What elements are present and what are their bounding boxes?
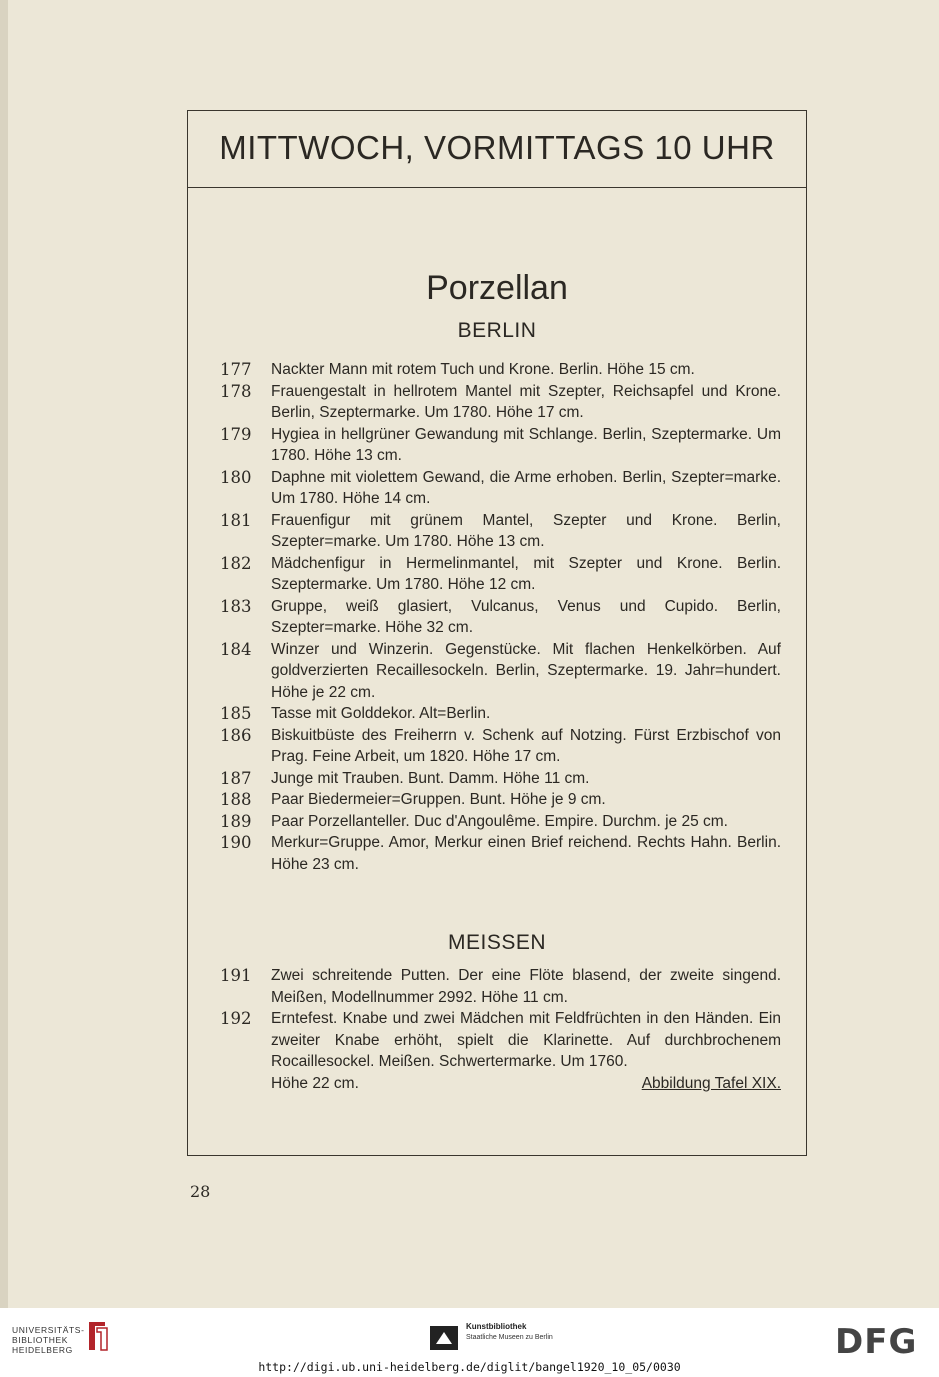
entry-text: Erntefest. Knabe und zwei Mädchen mit Feldfrüchten in den Händen. Ein zweiter Knabe erhöht, spielt die Klarinette. Auf durchbrochenem Rocaillesockel. Meißen. Schwertermarke. Um 1760. <box>271 1010 781 1070</box>
entry-text: Biskuitbüste des Freiherrn v. Schenk auf Notzing. Fürst Erzbischof von Prag. Feine Arbeit, um 1820. Höhe 17 cm. <box>271 726 781 765</box>
kunstbibliothek-name: Kunstbibliothek <box>466 1322 527 1331</box>
entry-text: Paar Biedermeier=Gruppen. Bunt. Höhe je 9 cm. <box>271 791 606 808</box>
entry-list-berlin <box>188 359 806 875</box>
page-number: 28 <box>190 1182 211 1201</box>
catalog-entry <box>188 639 806 704</box>
entry-text: Winzer und Winzerin. Gegenstücke. Mit flachen Henkelkörben. Auf goldverzierten Recaillesockeln. Berlin, Szeptermarke. 19. Jahr=hundert. Höhe je 22 cm. <box>271 640 781 701</box>
logo-line: BIBLIOTHEK <box>12 1335 69 1345</box>
entry-number: 186 <box>220 725 252 745</box>
entry-text: Hygiea in hellgrüner Gewandung mit Schlange. Berlin, Szeptermarke. Um 1780. Höhe 13 cm. <box>271 425 781 464</box>
kunstbibliothek-icon <box>430 1326 458 1350</box>
catalog-entry <box>188 811 806 833</box>
catalog-entry <box>188 596 806 639</box>
section-title: Porzellan <box>426 269 568 307</box>
catalog-entry <box>188 703 806 725</box>
entry-text: Junge mit Trauben. Bunt. Damm. Höhe 11 cm. <box>271 769 590 787</box>
entry-number: 180 <box>220 467 252 487</box>
entry-number: 190 <box>220 833 252 852</box>
catalog-entry <box>188 789 806 811</box>
entry-text: Mädchenfigur in Hermelinmantel, mit Szepter und Krone. Berlin. Szeptermarke. Um 1780. Höhe 12 cm. <box>271 554 781 593</box>
entry-number: 177 <box>220 360 252 379</box>
entry-number: 187 <box>220 768 252 788</box>
entry-number: 184 <box>220 639 252 659</box>
entry-text: Frauengestalt in hellrotem Mantel mit Szepter, Reichsapfel und Krone. Berlin, Szeptermarke. Um 1780. Höhe 17 cm. <box>271 382 781 421</box>
catalog-entry <box>188 359 806 381</box>
entry-number: 185 <box>220 704 252 723</box>
university-emblem-icon <box>85 1320 111 1352</box>
entry-list-meissen <box>188 965 806 1094</box>
logo-line: HEIDELBERG <box>12 1345 73 1355</box>
permalink-url[interactable]: http://digi.ub.uni-heidelberg.de/diglit/bangel1920_10_05/0030 <box>258 1360 681 1374</box>
entry-number: 188 <box>220 790 252 809</box>
entry-text: Tasse mit Golddekor. Alt=Berlin. <box>271 705 491 722</box>
entry-number: 182 <box>220 553 252 573</box>
entry-number: 181 <box>220 510 252 530</box>
entry-number: 189 <box>220 811 252 831</box>
entry-number: 179 <box>220 424 252 444</box>
entry-text: Paar Porzellanteller. Duc d'Angoulême. Empire. Durchm. je 25 cm. <box>271 812 728 830</box>
catalog-entry <box>188 381 806 424</box>
catalog-entry <box>188 467 806 510</box>
dfg-logo: DFG <box>835 1322 918 1362</box>
subheading-berlin: BERLIN <box>457 319 537 342</box>
page-frame <box>187 110 807 1156</box>
catalog-entry <box>188 965 806 1008</box>
entry-height: Höhe 22 cm. <box>271 1074 359 1092</box>
catalog-entry <box>188 768 806 790</box>
entry-last-line <box>271 1073 781 1095</box>
header-title: MITTWOCH, VORMITTAGS 10 UHR <box>219 129 775 166</box>
entry-text: Zwei schreitende Putten. Der eine Flöte blasend, der zweite singend. Meißen, Modellnummer 2992. Höhe 11 cm. <box>271 967 781 1006</box>
illustration-reference: Abbildung Tafel XIX. <box>641 1074 781 1092</box>
digitization-footer <box>0 1308 939 1377</box>
kunstbibliothek-subtitle: Staatliche Museen zu Berlin <box>466 1334 553 1341</box>
catalog-entry <box>188 1008 806 1094</box>
entry-text: Nackter Mann mit rotem Tuch und Krone. Berlin. Höhe 15 cm. <box>271 361 695 378</box>
logo-line: UNIVERSITÄTS- <box>12 1325 85 1335</box>
entry-number: 178 <box>220 381 252 401</box>
university-library-logo <box>12 1325 85 1355</box>
entry-text: Gruppe, weiß glasiert, Vulcanus, Venus und Cupido. Berlin, Szepter=marke. Höhe 32 cm. <box>271 597 781 636</box>
entry-number: 191 <box>220 966 252 985</box>
entry-number: 183 <box>220 596 252 616</box>
entry-body <box>271 1008 781 1094</box>
catalog-entry <box>188 832 806 875</box>
entry-number: 192 <box>220 1009 252 1028</box>
catalog-entry <box>188 424 806 467</box>
entry-text: Frauenfigur mit grünem Mantel, Szepter und Krone. Berlin, Szepter=marke. Um 1780. Höhe 13 cm. <box>271 511 781 550</box>
subheading-meissen: MEISSEN <box>447 931 547 954</box>
header-divider <box>188 187 806 188</box>
entry-text: Daphne mit violettem Gewand, die Arme erhoben. Berlin, Szepter=marke. Um 1780. Höhe 14 cm. <box>271 468 781 507</box>
entry-text: Merkur=Gruppe. Amor, Merkur einen Brief reichend. Rechts Hahn. Berlin. Höhe 23 cm. <box>271 834 781 873</box>
catalog-entry <box>188 553 806 596</box>
catalog-entry <box>188 510 806 553</box>
catalog-entry <box>188 725 806 768</box>
